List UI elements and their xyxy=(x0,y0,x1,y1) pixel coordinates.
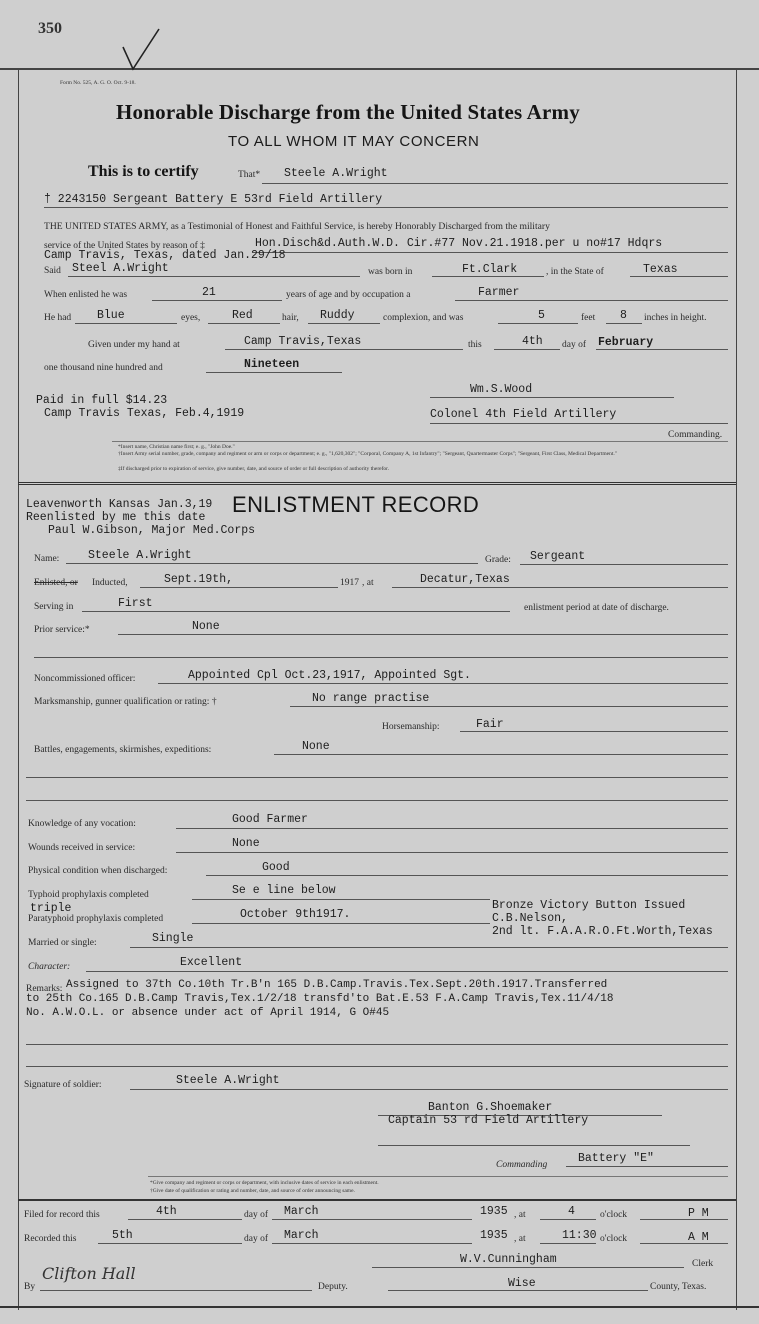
serving-end: enlistment period at date of discharge. xyxy=(524,603,669,613)
at-label: , at xyxy=(362,578,374,588)
hair: Red xyxy=(232,309,253,322)
nco-label: Noncommissioned officer: xyxy=(34,674,136,684)
signature-label: Signature of soldier: xyxy=(24,1080,102,1090)
battles-label: Battles, engagements, skirmishes, expeditions: xyxy=(34,745,212,755)
footnote-5: †Give date of qualification or rating and number, date, and source of order announcing same. xyxy=(150,1188,355,1194)
inducted-label: Inducted, xyxy=(92,578,128,588)
county-label: County, Texas. xyxy=(650,1282,707,1292)
filed-meridiem: P M xyxy=(688,1207,709,1220)
enl-name: Steele A.Wright xyxy=(88,549,192,562)
reenlisted-line: Reenlisted by me this date xyxy=(26,511,206,524)
soldier-signature: Steele A.Wright xyxy=(176,1074,280,1087)
age: 21 xyxy=(202,286,216,299)
inducted-year: 1917 xyxy=(340,578,359,588)
rec-month: March xyxy=(284,1229,319,1242)
left-border xyxy=(18,70,19,1310)
prior: None xyxy=(192,620,220,633)
county: Wise xyxy=(508,1277,536,1290)
rec-oclock: o'clock xyxy=(600,1234,628,1244)
soldier-name: Steele A.Wright xyxy=(284,167,388,180)
recorded-label: Recorded this xyxy=(24,1234,77,1244)
leavenworth-line: Leavenworth Kansas Jan.3,19 xyxy=(26,498,213,511)
clerk-label: Clerk xyxy=(692,1259,714,1269)
prior-label: Prior service:* xyxy=(34,625,90,635)
triple-label: triple xyxy=(30,902,72,915)
inducted-date: Sept.19th, xyxy=(164,573,234,586)
gibson-line: Paul W.Gibson, Major Med.Corps xyxy=(48,524,256,537)
eyes: Blue xyxy=(97,309,125,322)
hair-label: hair, xyxy=(282,313,299,323)
serving: First xyxy=(118,597,153,610)
enlistment-title: ENLISTMENT RECORD xyxy=(232,492,480,517)
complexion: Ruddy xyxy=(320,309,355,322)
occupation: Farmer xyxy=(478,286,520,299)
footnote-4: *Give company and regiment or corps or department, with inclusive dates of service in each enlistment. xyxy=(150,1180,379,1186)
filed-oclock: o'clock xyxy=(600,1210,628,1220)
battery: Battery "E" xyxy=(578,1152,654,1165)
had-label: He had xyxy=(44,313,72,323)
commanding-label: Commanding. xyxy=(668,430,723,440)
remarks-label: Remarks: xyxy=(26,984,63,994)
character-label: Character: xyxy=(28,962,71,972)
page-number: 350 xyxy=(38,20,62,37)
year-word: Nineteen xyxy=(244,358,300,371)
discharge-reason-2: Camp Travis, Texas, dated Jan.29/18 xyxy=(44,249,286,262)
given-place: Camp Travis,Texas xyxy=(244,335,362,348)
document-title: Honorable Discharge from the United States Army xyxy=(116,100,580,124)
deputy-label: Deputy. xyxy=(318,1282,348,1292)
inducted-place: Decatur,Texas xyxy=(420,573,510,586)
year-label: one thousand nine hundred and xyxy=(44,363,163,373)
remarks-line-3: No. A.W.O.L. or absence under act of April 1914, G O#45 xyxy=(26,1007,390,1019)
wounds-label: Wounds received in service: xyxy=(28,843,136,853)
paid-line: Paid in full $14.23 xyxy=(36,394,168,407)
commanding2-label: Commanding xyxy=(496,1160,548,1170)
name-label: Name: xyxy=(34,554,60,564)
commander-name: Wm.S.Wood xyxy=(470,383,533,396)
filed-day: 4th xyxy=(156,1205,177,1218)
marks: No range practise xyxy=(312,692,430,705)
knowledge-label: Knowledge of any vocation: xyxy=(28,819,136,829)
rec-hour: 11:30 xyxy=(562,1229,597,1242)
battles: None xyxy=(302,740,330,753)
body-text: THE UNITED STATES ARMY, as a Testimonial of Honest and Faithful Service, is hereby Honorably Discharged from the military xyxy=(44,221,550,232)
this-label: this xyxy=(468,340,482,350)
nco: Appointed Cpl Oct.23,1917, Appointed Sgt. xyxy=(188,669,471,682)
bronze-line-1: Bronze Victory Button Issued xyxy=(492,899,686,912)
complexion-label: complexion, and was xyxy=(383,313,464,323)
feet-label: feet xyxy=(581,313,596,323)
form-number: Form No. 525, A. G. O. Oct. 9-18. xyxy=(60,80,136,86)
physical: Good xyxy=(262,861,290,874)
filed-day-of: day of xyxy=(244,1210,269,1220)
day-of-label: day of xyxy=(562,340,587,350)
para-label: Paratyphoid prophylaxis completed xyxy=(28,914,164,924)
inches: 8 xyxy=(620,309,627,322)
remarks-line-2: to 25th Co.165 D.B.Camp Travis,Tex.1/2/18 transfd'to Bat.E.53 F.A.Camp Travis,Tex.11/4/18 xyxy=(26,993,614,1005)
grade-label: Grade: xyxy=(485,555,511,565)
rec-day: 5th xyxy=(112,1229,133,1242)
clerk-name: W.V.Cunningham xyxy=(460,1253,557,1266)
character: Excellent xyxy=(180,956,243,969)
born-label: was born in xyxy=(368,267,413,277)
deputy-signature: Clifton Hall xyxy=(42,1264,136,1283)
filed-label: Filed for record this xyxy=(24,1210,100,1220)
marks-label: Marksmanship, gunner qualification or rating: † xyxy=(34,697,217,707)
feet: 5 xyxy=(538,309,545,322)
footnote-1: *Insert name, Christian name first; e. g., "John Doe." xyxy=(118,444,235,450)
horse-label: Horsemanship: xyxy=(382,722,440,732)
physical-label: Physical condition when discharged: xyxy=(28,866,168,876)
typhoid: Se e line below xyxy=(232,884,336,897)
service-line: † 2243150 Sergeant Battery E 53rd Field Artillery xyxy=(44,193,383,206)
filed-at: , at xyxy=(514,1210,526,1220)
married-label: Married or single: xyxy=(28,938,97,948)
that-label: That* xyxy=(238,170,261,180)
paid-place: Camp Travis Texas, Feb.4,1919 xyxy=(44,407,245,420)
bottom-border xyxy=(0,1306,759,1308)
state-label: , in the State of xyxy=(546,267,604,277)
said-label: Said xyxy=(44,266,61,276)
filed-hour: 4 xyxy=(568,1205,575,1218)
filed-month: March xyxy=(284,1205,319,1218)
given-label: Given under my hand at xyxy=(88,340,180,350)
inches-label: inches in height. xyxy=(644,313,707,323)
rec-day-of: day of xyxy=(244,1234,269,1244)
officer-name: Banton G.Shoemaker xyxy=(428,1101,553,1114)
para: October 9th1917. xyxy=(240,908,351,921)
discharge-reason: Hon.Disch&d.Auth.W.D. Cir.#77 Nov.21.1918.per u no#17 Hdqrs xyxy=(255,237,663,250)
day: 4th xyxy=(522,335,543,348)
knowledge: Good Farmer xyxy=(232,813,308,826)
filed-year: 1935 xyxy=(480,1205,508,1218)
wounds: None xyxy=(232,837,260,850)
married: Single xyxy=(152,932,194,945)
section-divider xyxy=(18,482,736,485)
grade: Sergeant xyxy=(530,550,586,563)
rec-at: , at xyxy=(514,1234,526,1244)
document-subtitle: TO ALL WHOM IT MAY CONCERN xyxy=(228,133,480,150)
serving-label: Serving in xyxy=(34,602,74,612)
said-name: Steel A.Wright xyxy=(72,262,169,275)
typhoid-label: Typhoid prophylaxis completed xyxy=(28,890,149,900)
eyes-label: eyes, xyxy=(181,313,201,323)
certify-label: This is to certify xyxy=(88,163,199,180)
footnote-3: ‡If discharged prior to expiration of service, give number, date, and source of order or full description of authority therefor. xyxy=(118,466,390,472)
commander-title: Colonel 4th Field Artillery xyxy=(430,408,617,421)
state: Texas xyxy=(643,263,678,276)
month: February xyxy=(598,336,654,349)
footnote-2: †Insert Army serial number, grade, company and regiment or arm or corps or department; e. g., "1,620,302"; "Corporal, Company A, 1st Infantry"; "Sergeant, Quartermaster Corps"; "Sergeant, First Class, Medical Department." xyxy=(118,451,617,457)
rec-year: 1935 xyxy=(480,1229,508,1242)
remarks-line-1: Assigned to 37th Co.10th Tr.B'n 165 D.B.Camp.Travis.Tex.Sept.20th.1917.Transferred xyxy=(66,979,608,991)
checkmark-icon xyxy=(115,25,165,73)
service-of-label: service of the United States by reason of ‡ xyxy=(44,241,205,251)
age-label: years of age and by occupation a xyxy=(286,290,411,300)
enlisted-label: When enlisted he was xyxy=(44,290,128,300)
officer-title: Captain 53 rd Field Artillery xyxy=(388,1114,589,1127)
horse: Fair xyxy=(476,718,504,731)
right-border xyxy=(736,70,737,1310)
bronze-line-2: C.B.Nelson, xyxy=(492,912,568,925)
by-label: By xyxy=(24,1282,36,1292)
top-border xyxy=(0,68,759,70)
birthplace: Ft.Clark xyxy=(462,263,518,276)
enlisted-struck: Enlisted, or xyxy=(34,578,78,588)
bronze-line-3: 2nd lt. F.A.A.R.O.Ft.Worth,Texas xyxy=(492,925,713,938)
rec-meridiem: A M xyxy=(688,1231,709,1244)
